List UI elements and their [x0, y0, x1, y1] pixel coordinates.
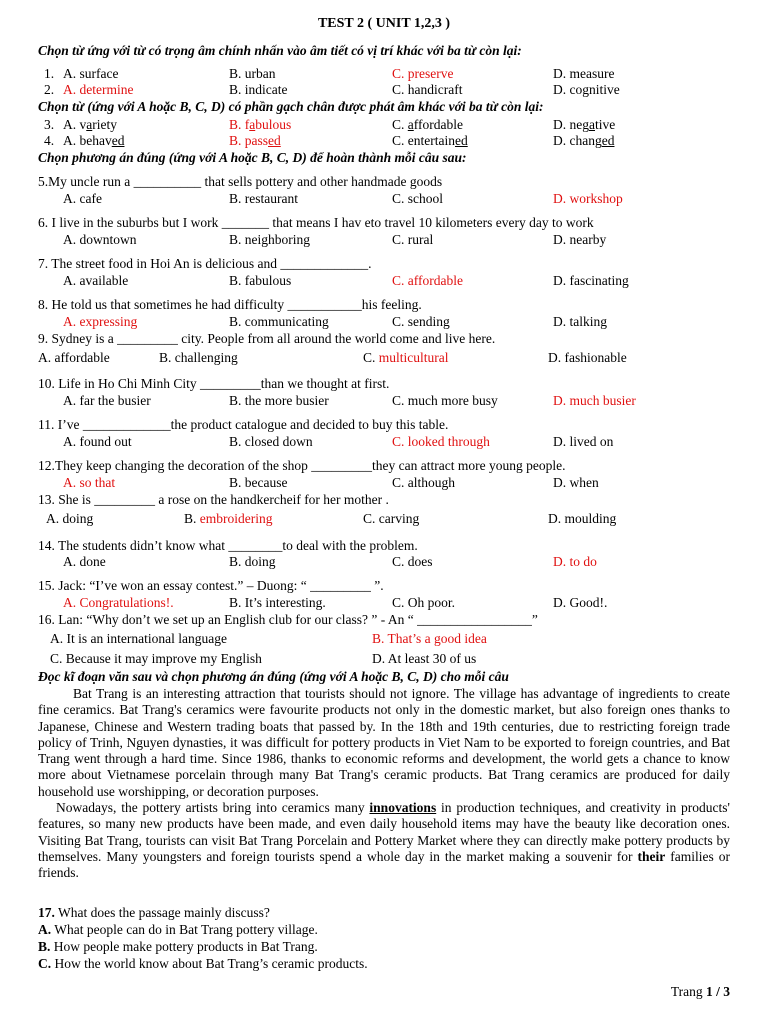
- option-a: A. done: [63, 554, 106, 569]
- instruction-reading: Đọc kĩ đoạn văn sau và chọn phương án đúng (ứng với A hoặc B, C, D) cho mỗi câu: [38, 669, 509, 684]
- option-d: D. moulding: [548, 511, 617, 526]
- option-c: C. much more busy: [392, 393, 498, 408]
- option-d-answer: D. to do: [553, 554, 597, 569]
- option-c-answer: C. looked through: [392, 434, 490, 449]
- option-c: [392, 117, 463, 133]
- passage-paragraph-1: Bat Trang is an interesting attraction that tourists should not ignore. The village has advantage of ingredients to create fine ceramics. Bat Trang's ceramics were favourite products not only in the domestic market, but also foreign ones thanks to Japanese, Chinese and Western trading boats that passed by. In the 18th and 19th centuries, due to restricting foreign trade policy of Trinh, Nguyen dynasties, it was difficult for pottery products in Viet Nam to be exported to foreign countries, and Bat Trang went through a hard time. Since 1986, thanks to economic reforms and development, the world gets a chance to know more about Vietnamese porcelain through many Bat Trang's ceramic products. Bat Trang ceramics are produced for daily household use worshipping, or decoration purposes.: [38, 686, 730, 799]
- instruction-completion: Chọn phương án đúng (ứng với A hoặc B, C, D) để hoàn thành mỗi câu sau:: [38, 150, 467, 165]
- option-c: C. although: [392, 475, 455, 490]
- reading-passage: [38, 686, 730, 882]
- question-8-options: [0, 314, 768, 331]
- option-b: B. doing: [229, 554, 276, 569]
- option-b: B. neighboring: [229, 232, 310, 247]
- option-c: [392, 133, 468, 149]
- option-b-answer: B. That’s a good idea: [372, 631, 487, 646]
- option-a: A. affordable: [38, 350, 110, 365]
- option-c: [363, 350, 449, 366]
- page-title: TEST 2 ( UNIT 1,2,3 ): [317, 16, 451, 31]
- underlined-part: a: [86, 117, 93, 132]
- underlined-part: ed: [111, 133, 125, 148]
- page-number: 1 / 3: [705, 984, 730, 999]
- question-8-stem: 8. He told us that sometimes he had difficulty ___________his feeling.: [38, 297, 422, 312]
- option-a: [63, 133, 124, 149]
- page-footer: [671, 984, 730, 1000]
- option-b: B. closed down: [229, 434, 313, 449]
- option-a-answer: A. expressing: [63, 314, 138, 329]
- option-a: A. found out: [63, 434, 132, 449]
- question-7-stem: 7. The street food in Hoi An is delicious and _____________.: [38, 256, 372, 271]
- question-10-stem: 10. Life in Ho Chi Minh City _________than we thought at first.: [38, 376, 390, 391]
- option-d: D. cognitive: [553, 82, 620, 97]
- question-11-options: [0, 434, 768, 451]
- option-text: What people can do in Bat Trang pottery village.: [51, 922, 318, 937]
- option-d: D. fascinating: [553, 273, 629, 288]
- option-letter: B.: [38, 939, 51, 954]
- option-text: A. v: [63, 117, 87, 132]
- option-c-answer: multicultural: [378, 350, 449, 365]
- question-number: 17.: [38, 905, 55, 920]
- question-text: What does the passage mainly discuss?: [54, 905, 270, 920]
- option-b: B. restaurant: [229, 191, 298, 206]
- question-5-options: [0, 191, 768, 208]
- underlined-part: ed: [601, 133, 615, 148]
- option-d: D. nearby: [553, 232, 607, 247]
- instruction-pronunciation: Chọn từ (ứng với A hoặc B, C, D) có phần gạch chân được phát âm khác với ba từ còn lại:: [38, 99, 544, 114]
- option-c: C. school: [392, 191, 444, 206]
- option-d: [553, 133, 614, 149]
- option-letter: B.: [184, 511, 200, 526]
- question-number: 1.: [44, 66, 55, 81]
- question-12-options: [0, 475, 768, 492]
- question-15-options: [0, 595, 768, 612]
- option-c: C. does: [392, 554, 433, 569]
- option-b: B. communicating: [229, 314, 329, 329]
- option-text: A. behav: [63, 133, 112, 148]
- passage-text: Nowadays, the pottery artists bring into ceramics many: [56, 800, 370, 816]
- question-1: [0, 66, 768, 83]
- question-17-option-b: [38, 939, 318, 955]
- option-c-answer: C. preserve: [392, 66, 454, 81]
- option-b: B. challenging: [159, 350, 238, 365]
- option-c: C. sending: [392, 314, 450, 329]
- option-a: A. doing: [46, 511, 94, 526]
- question-14-stem: 14. The students didn’t know what ________to deal with the problem.: [38, 538, 418, 553]
- bold-word: their: [637, 848, 666, 864]
- option-b: B. because: [229, 475, 288, 490]
- option-c: C. rural: [392, 232, 434, 247]
- question-2: [0, 82, 768, 99]
- option-d-answer: D. workshop: [553, 191, 623, 206]
- option-d: D. lived on: [553, 434, 614, 449]
- question-15-stem: 15. Jack: “I’ve won an essay contest.” – Duong: “ _________ ”.: [38, 578, 384, 593]
- option-a: A. downtown: [63, 232, 137, 247]
- option-b-answer: [229, 133, 281, 149]
- option-a: A. surface: [63, 66, 119, 81]
- underlined-part: ed: [454, 133, 468, 148]
- option-a: A. It is an international language: [50, 631, 227, 646]
- question-14-options: [0, 554, 768, 571]
- option-d: D. talking: [553, 314, 607, 329]
- underlined-part: a: [249, 117, 256, 132]
- option-d: D. when: [553, 475, 599, 490]
- question-6-options: [0, 232, 768, 249]
- question-number: 3.: [44, 117, 55, 132]
- option-d: D. measure: [553, 66, 615, 81]
- option-text: C. entertain: [392, 133, 455, 148]
- option-text: D. neg: [553, 117, 589, 132]
- option-b: B. the more busier: [229, 393, 329, 408]
- question-13-stem: 13. She is _________ a rose on the handkercheif for her mother .: [38, 492, 389, 507]
- option-letter: C.: [38, 956, 52, 971]
- question-16-stem: 16. Lan: “Why don’t we set up an English club for our class? ” - An “ _________________”: [38, 612, 538, 627]
- question-12-stem: 12.They keep changing the decoration of the shop _________they can attract more young people.: [38, 458, 566, 473]
- question-17-option-c: [38, 956, 368, 972]
- option-d: [553, 117, 615, 133]
- option-b: B. It’s interesting.: [229, 595, 326, 610]
- question-17-option-a: [38, 922, 318, 938]
- question-11-stem: 11. I’ve _____________the product catalogue and decided to buy this table.: [38, 417, 449, 432]
- option-text: bulous: [255, 117, 292, 132]
- question-4: [0, 133, 768, 150]
- option-b: B. urban: [229, 66, 276, 81]
- instruction-stress: Chọn từ ứng với từ có trọng âm chính nhấn vào âm tiết có vị trí khác với ba từ còn lại:: [38, 43, 522, 58]
- option-d: D. Good!.: [553, 595, 608, 610]
- option-a: A. cafe: [63, 191, 102, 206]
- underlined-word: innovations: [369, 800, 437, 816]
- option-text: D. chang: [553, 133, 602, 148]
- option-c: C. handicraft: [392, 82, 463, 97]
- option-text: riety: [92, 117, 117, 132]
- question-9-stem: 9. Sydney is a _________ city. People from all around the world come and live here.: [38, 331, 496, 346]
- option-text: How the world know about Bat Trang’s ceramic products.: [51, 956, 368, 971]
- option-text: B. f: [229, 117, 250, 132]
- question-13-options: [0, 511, 768, 528]
- passage-paragraph-2: [38, 800, 730, 881]
- question-3: [0, 117, 768, 134]
- option-b-answer: embroidering: [199, 511, 273, 526]
- option-a: [63, 117, 117, 133]
- option-letter: A.: [38, 922, 52, 937]
- option-letter: C.: [363, 350, 379, 365]
- option-b-answer: [229, 117, 291, 133]
- underlined-part: a: [407, 117, 414, 132]
- option-a-answer: A. so that: [63, 475, 116, 490]
- option-text: ffordable: [413, 117, 463, 132]
- question-9-options: [0, 350, 768, 367]
- option-b: B. indicate: [229, 82, 288, 97]
- question-16-options-row1: [0, 631, 768, 648]
- question-10-options: [0, 393, 768, 410]
- option-text: C.: [392, 117, 408, 132]
- option-c: C. Because it may improve my English: [50, 651, 262, 666]
- passage-text: in production techniques, and creativity in products' features, so many new products have been made, and even daily household items may have the beauty like decoration ones. Visiting Bat Trang, tourists can visit Bat Trang Porcelain and Pottery Market where they can directly make pottery products by themselves. Many youngsters and foreign tourists spend a whole day in the market making a souvenir for: [38, 800, 730, 864]
- page-label: Trang: [670, 984, 706, 999]
- option-c: C. Oh poor.: [392, 595, 456, 610]
- option-text: tive: [595, 117, 616, 132]
- option-d: D. fashionable: [548, 350, 627, 365]
- option-a: A. available: [63, 273, 129, 288]
- option-d-answer: D. much busier: [553, 393, 636, 408]
- option-a: A. far the busier: [63, 393, 151, 408]
- passage-text: families or friends.: [38, 848, 731, 881]
- option-c-answer: C. affordable: [392, 273, 463, 288]
- underlined-part: ed: [268, 133, 281, 148]
- option-b: [184, 511, 273, 527]
- option-a-answer: A. determine: [63, 82, 134, 97]
- option-a-answer: A. Congratulations!.: [63, 595, 174, 610]
- question-17-stem: [38, 905, 270, 921]
- question-number: 2.: [44, 82, 55, 97]
- question-number: 4.: [44, 133, 55, 148]
- question-6-stem: 6. I live in the suburbs but I work _______ that means I hav eto travel 10 kilometers every day to work: [38, 215, 594, 230]
- underlined-part: a: [589, 117, 595, 132]
- option-b: B. fabulous: [229, 273, 292, 288]
- option-text: B. pass: [229, 133, 269, 148]
- option-c: C. carving: [363, 511, 420, 526]
- question-16-options-row2: [0, 651, 768, 668]
- question-7-options: [0, 273, 768, 290]
- option-text: How people make pottery products in Bat Trang.: [50, 939, 318, 954]
- question-5-stem: 5.My uncle run a __________ that sells pottery and other handmade goods: [38, 174, 443, 189]
- option-d: D. At least 30 of us: [372, 651, 477, 666]
